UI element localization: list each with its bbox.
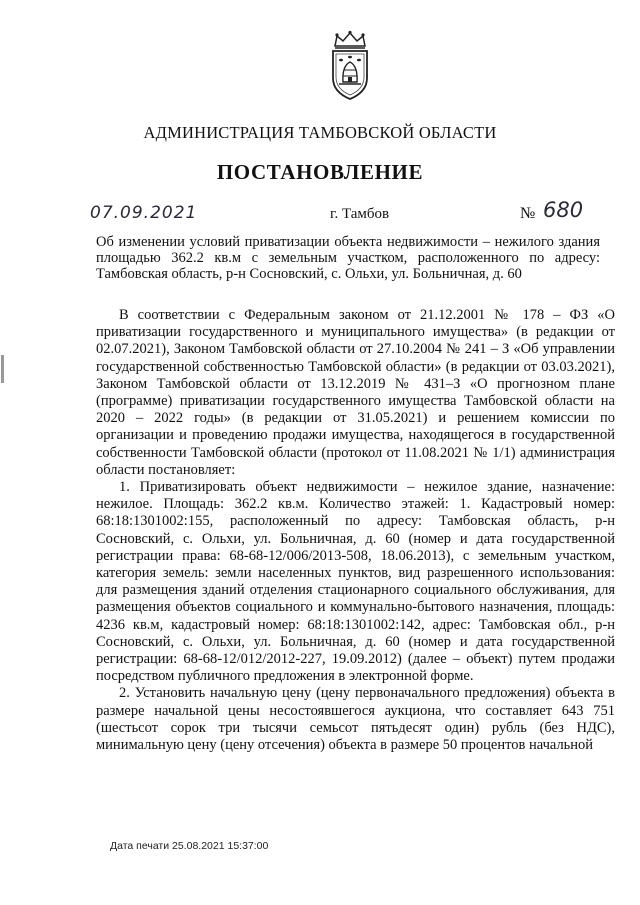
coat-of-arms-icon: [323, 30, 377, 102]
number-sign: №: [520, 205, 536, 222]
handwritten-date: 07.09.2021: [90, 203, 198, 223]
organization-name: АДМИНИСТРАЦИЯ ТАМБОВСКОЙ ОБЛАСТИ: [143, 123, 497, 142]
print-date: Дата печати 25.08.2021 15:37:00: [110, 840, 269, 852]
document-body: [96, 307, 615, 754]
clause-1-paragraph: 1. Приватизировать объект недвижимости – нежилое здание, назначение: нежилое. Площадь: 362.2 кв.м. Количество этажей: 1. Кадастровый номер: 68:18:1301002:155, расположенный по адресу: Тамбовская область, р-н Сосновский, с. Ольхи, ул. Больничная, д. 60 (номер и дата государственной регистрации права: 68-68-12/006/2013-508, 18.06.2013), с земельным участком, категория земель: земли населенных пунктов, вид разрешенного использования: для размещения зданий отделения стационарного социального обслуживания, для размещения объектов социального и коммунально-бытового назначения, площадь: 4236 кв.м, кадастровый номер: 68:18:1301002:142, адрес: Тамбовская обл., р-н Сосновский, с. Ольхи, ул. Больничная, д. 60 (номер и дата государственной регистрации: 68-68-12/012/2012-227, 19.09.2012) (далее – объект) путем продажи посредством публичного предложения в электронной форме.: [96, 479, 615, 685]
document-type: ПОСТАНОВЛЕНИЕ: [216, 160, 424, 184]
handwritten-number: 680: [543, 198, 584, 222]
document-city: г. Тамбов: [330, 206, 390, 222]
preamble-paragraph: В соответствии с Федеральным законом от 21.12.2001 № 178 – ФЗ «О приватизации государственного и муниципального имущества» (в редакции от 02.07.2021), Законом Тамбовской области от 27.10.2004 № 241 – З «Об управлении государственной собственностью Тамбовской области» (в редакции от 03.03.2021), Законом Тамбовской области от 13.12.2019 № 431–З «О прогнозном плане (программе) приватизации государственного имущества Тамбовской области на 2020 – 2022 годы» (в редакции от 31.05.2021) и решением комиссии по организации и проведению продажи имущества, находящегося в государственной собственности Тамбовской области (протокол от 11.08.2021 № 1/1) администрация области постановляет:: [96, 307, 615, 478]
clause-2-paragraph: 2. Установить начальную цену (цену первоначального предложения) объекта в размере начальной цены несостоявшегося аукциона, что составляет 643 751 (шестьсот сорок три тысячи семьсот пятьдесят один) рубль (без НДС), минимальную цену (цену отсечения) объекта в размере 50 процентов начальной: [96, 685, 615, 754]
scan-margin-mark: [1, 355, 4, 383]
document-subject: Об изменении условий приватизации объекта недвижимости – нежилого здания площадью 362.2 кв.м с земельным участком, расположенного по адресу: Тамбовская область, р-н Сосновский, с. Ольхи, ул. Больничная, д. 60: [96, 234, 600, 282]
